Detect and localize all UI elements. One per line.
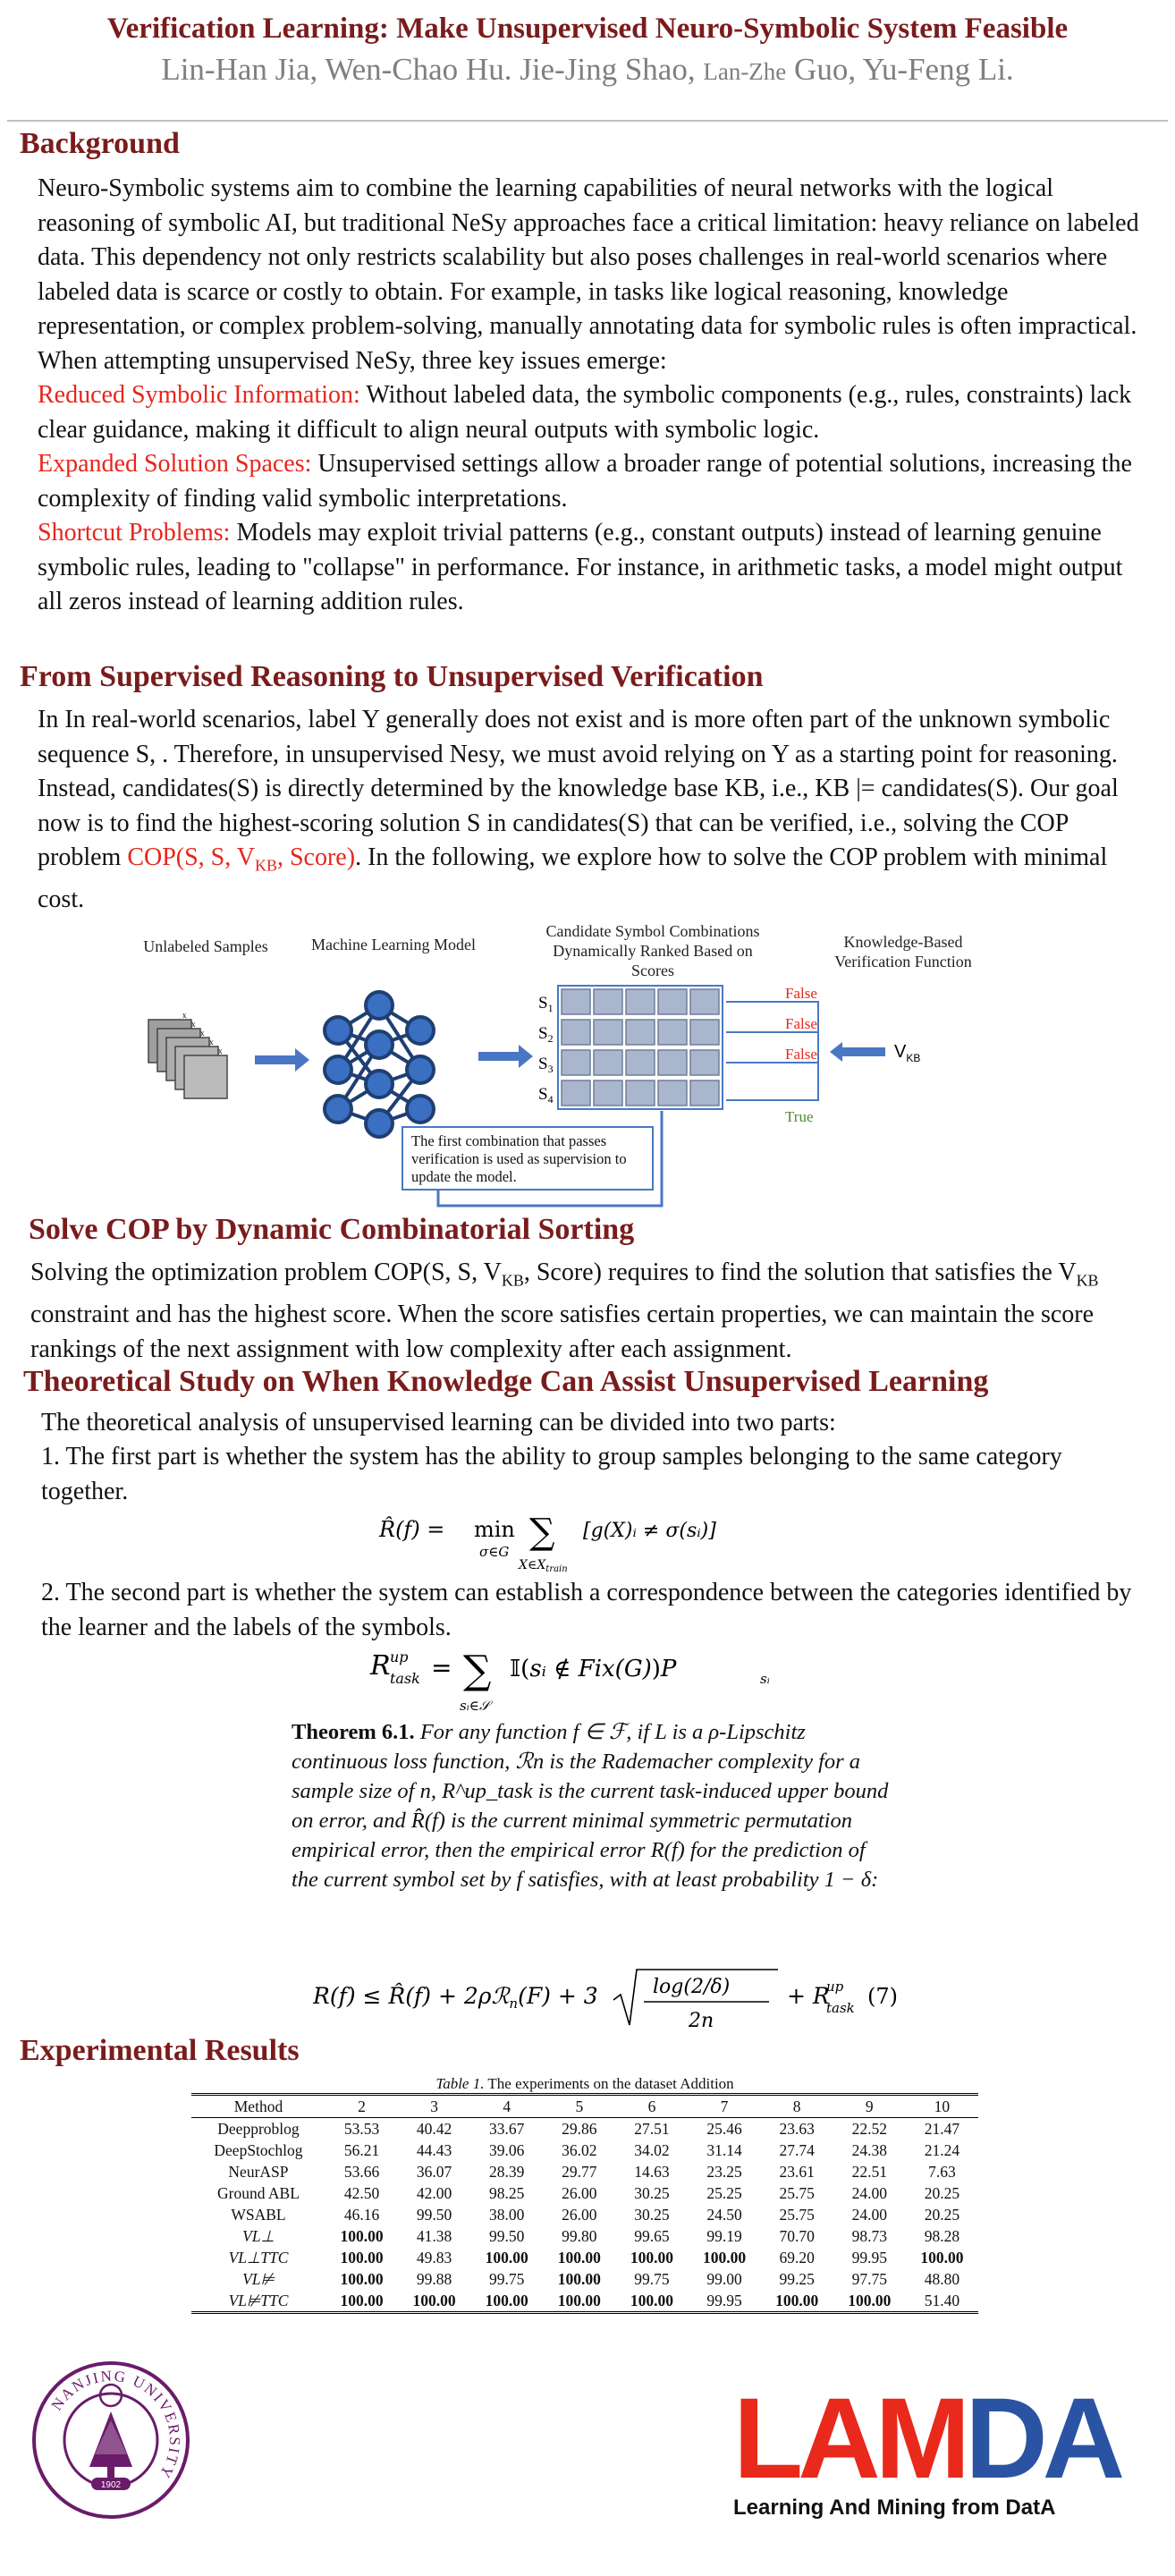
table-cell: 25.46 [706,2119,742,2138]
verification-tail: . In the following, we explore how to solve the COP problem with minimal cost. [38,843,1108,914]
result-label: True [785,1108,814,1125]
background-issues-intro: When attempting unsupervised NeSy, three key issues emerge: [38,346,667,375]
table-cell: 99.19 [706,2226,742,2245]
table-cell: 23.25 [706,2162,742,2181]
row-label: $S_1$ [538,994,554,1014]
svg-text:sᵢ∈𝒮: sᵢ∈𝒮 [460,1698,490,1714]
sample-x-label: x [182,1011,187,1020]
row-label: $S_4$ [538,1085,554,1106]
table-cell: 100.00 [761,2290,833,2313]
table-cell: 99.95 [689,2290,761,2313]
result-label: False [785,985,817,1002]
table-cell: 99.80 [562,2226,597,2245]
svg-text:min: min [474,1517,515,1542]
equation-rup [367,1637,796,1717]
table-cell: 20.25 [924,2183,960,2202]
table-cell: 100.00 [615,2290,688,2313]
verification-heading: From Supervised Reasoning to Unsupervised Verification [20,660,764,693]
verification-text: In In real-world scenarios, label Y generally does not exist and is more often part of the unknown symbolic sequence S, . Therefore, in unsupervised Nesy, we must avoid relying on Y as a starting point for reasoning. Instead, candidates(S) is directly determined by the knowledge base KB, i.e., KB |= candidates(S). Our goal now is to find the highest-scoring solution S in candidates(S) that can be verified, i.e., solving the COP problem [38,706,1119,871]
table-header-row [191,2095,978,2118]
table-cell: 24.00 [851,2183,887,2202]
row-label: $S_2$ [538,1024,554,1045]
column-header: 6 [615,2095,688,2118]
header-divider [7,120,1168,122]
equation-rup-svg [367,1637,796,1717]
equation-rhat-svg [376,1503,787,1574]
table-cell: 100.00 [470,2290,543,2313]
table-cell: 69.20 [779,2248,815,2267]
table-cell: 99.25 [779,2269,815,2288]
authors-part-b: Lan-Zhe [703,58,787,85]
table-cell: 39.06 [489,2140,525,2159]
sample-x-label: x [200,1029,205,1038]
table-cell: 99.50 [489,2226,525,2245]
table-cell: 23.63 [779,2119,815,2138]
neural-nodes [325,992,434,1137]
table-cell: 26.00 [562,2183,597,2202]
table-cell: 100.00 [543,2290,615,2313]
lamda-letter: L [733,2375,799,2503]
arrow-right-icon [255,1048,309,1072]
pipeline-figure [107,921,1073,1216]
table-cell: 27.51 [634,2119,670,2138]
cop-subscript: KB [254,856,277,875]
theory-part2: 2. The second part is whether the system can establish a correspondence between the categories identified by the learner and the labels of the symbols. [41,1579,1132,1641]
method-name: VL⊭ [242,2269,275,2288]
table-cell: 46.16 [343,2205,380,2224]
table-cell: 100.00 [702,2248,747,2267]
table-cell: 97.75 [851,2269,887,2288]
table-cell: 100.00 [340,2248,384,2267]
table-row [191,2268,978,2290]
equation-bound [313,1959,903,2039]
table-cell: 48.80 [924,2269,960,2288]
method-name: VL⊭TTC [191,2290,325,2313]
table-cell: 25.25 [706,2183,742,2202]
background-heading: Background [20,127,180,160]
table-row [191,2225,978,2247]
table-cell: 40.42 [416,2119,452,2138]
experiments-heading: Experimental Results [20,2034,300,2067]
table-cell: 22.52 [851,2119,887,2138]
table-cell: 23.61 [779,2162,815,2181]
table-cell: 100.00 [557,2248,601,2267]
label-unlabeled-samples: Unlabeled Samples [143,937,268,955]
method-name: VL⊥TTC [228,2248,289,2267]
table-cell: 49.83 [416,2248,452,2267]
sample-x-label: x [218,1046,223,1055]
column-header: 10 [906,2095,978,2118]
svg-text:=: = [431,1653,452,1682]
method-name: Ground ABL [217,2183,300,2202]
equation-rhat [376,1503,787,1574]
table-body [191,2118,978,2313]
results-table [191,2093,978,2314]
nju-logo [32,2361,190,2519]
table-cell: 99.95 [851,2248,887,2267]
equation-bound-svg [313,1959,903,2039]
lamda-logo [733,2375,1127,2521]
table-cell: 28.39 [489,2162,525,2181]
table-cell: 36.02 [562,2140,597,2159]
table-cell: 33.67 [489,2119,525,2138]
theorem-block [292,1717,891,1894]
results-table-wrap [191,2093,978,2314]
poster-title: Verification Learning: Make Unsupervised Neuro-Symbolic System Feasible [106,13,1069,45]
cop-subscript: KB [1076,1271,1099,1290]
lamda-letter: D [965,2375,1043,2503]
table-cell: 34.02 [634,2140,670,2159]
table-cell: 100.00 [920,2248,964,2267]
table-cell: 7.63 [928,2162,956,2181]
table-cell: 98.28 [924,2226,960,2245]
column-header-method: Method [191,2095,325,2118]
author-list [0,52,1175,88]
theory-part1: 1. The first part is whether the system has the ability to group samples belonging to the same category together. [41,1443,1062,1505]
table-cell: 38.00 [489,2205,525,2224]
authors-part-a: Lin-Han Jia, Wen-Chao Hu. Jie-Jing Shao, [161,52,696,87]
svg-text:σ∈G: σ∈G [479,1544,510,1560]
method-name: WSABL [231,2205,286,2224]
label-ml-model: Machine Learning Model [311,936,476,953]
cop-expression [127,843,356,875]
svg-text:+ R: + R [787,1983,830,2009]
svg-text:sᵢ: sᵢ [760,1671,770,1687]
table-row [191,2247,978,2268]
method-name: VL⊥ [242,2226,275,2245]
issue-text: Without labeled data, the symbolic components (e.g., rules, constraints) lack clear guidance, making it difficult to align neural outputs with symbolic logic. [38,381,1132,444]
table-cell: 100.00 [325,2290,398,2313]
table-cell: 29.86 [562,2119,597,2138]
table-cell: 21.24 [924,2140,960,2159]
table-cell: 27.74 [779,2140,815,2159]
table-cell: 99.88 [416,2269,452,2288]
svg-text:∑: ∑ [463,1648,492,1693]
table-cell: 30.25 [634,2205,670,2224]
cop-text: Solving the optimization problem COP(S, S, V [30,1258,502,1286]
cop-part: COP(S, S, V [127,843,255,871]
table-cell: 99.65 [634,2226,670,2245]
table-row [191,2118,978,2140]
table-cell: 22.51 [851,2162,887,2181]
issue-shortcut [38,516,1146,620]
table-cell: 44.43 [416,2140,452,2159]
cop-text: , Score) requires to find the solution that satisfies the V [523,1258,1077,1286]
cop-heading: Solve COP by Dynamic Combinatorial Sorting [29,1213,635,1246]
table-cell: 70.70 [779,2226,815,2245]
background-paragraph: Neuro-Symbolic systems aim to combine the learning capabilities of neural networks with the logical reasoning of symbolic AI, but traditional NeSy approaches face a critical limitation: heavy reliance on labeled data. This dependency not only restricts scalability but also poses challenges in real-world scenarios where labeled data is scarce or costly to obtain. For example, in tasks like logical reasoning, knowledge representation, or complex problem-solving, manually annotating data for symbolic rules is often impractical. [38,174,1139,340]
table-cell: 53.53 [343,2119,380,2138]
lamda-letter: A [1042,2375,1120,2503]
cop-body [30,1256,1148,1367]
feedback-note: The first combination that passes verification is used as supervision to update the model. [411,1132,627,1185]
svg-text:X∈Xtrain: $X\in X_{train}$ [519,1558,568,1574]
table-cell: 24.38 [851,2140,887,2159]
theorem-label: Theorem 6.1. [292,1720,415,1744]
lamda-letter: A [798,2375,875,2503]
issue-label: Expanded Solution Spaces: [38,450,312,478]
arrow-right-icon [478,1045,533,1068]
column-header: 7 [689,2095,761,2118]
sample-stack [148,1020,227,1098]
svg-text:R̂(f) =: R̂(f) = [379,1517,445,1542]
table-cell: 56.21 [343,2140,380,2159]
column-header: 3 [398,2095,470,2118]
table-cell: 41.38 [416,2226,452,2245]
caption-label: Table 1. [435,2075,485,2092]
issue-label: Reduced Symbolic Information: [38,381,360,409]
column-header: 8 [761,2095,833,2118]
sample-x-label: x [191,1020,196,1029]
cop-subscript: KB [501,1271,524,1290]
arrow-left-icon [830,1042,885,1062]
table-cell: 25.75 [779,2183,815,2202]
nju-seal-icon [32,2361,190,2519]
table-cell: 100.00 [557,2269,601,2288]
issue-reduced-info [38,378,1146,447]
nju-year: 1902 [100,2480,122,2490]
issue-text: Models may exploit trivial patterns (e.g., constant outputs) instead of learning genuine symbolic rules, leading to "collapse" in performance. For instance, in arithmetic tasks, a model might output all zeros instead of learning addition rules. [38,519,1123,615]
result-label: False [785,1015,817,1032]
column-header: 2 [325,2095,398,2118]
table-cell: 31.14 [706,2140,742,2159]
table-cell: 99.50 [416,2205,452,2224]
table-cell: 26.00 [562,2205,597,2224]
table-cell: 24.50 [706,2205,742,2224]
lamda-wordmark [733,2375,1120,2503]
label-candidate-combinations: Candidate Symbol Combinations Dynamically Ranked Based on Scores [545,922,760,979]
issue-label: Shortcut Problems: [38,519,231,547]
nju-seal-text: NANJING UNIVERSITY [47,2367,184,2483]
table-row [191,2161,978,2182]
table-cell: 24.00 [851,2205,887,2224]
table-cell: 100.00 [398,2290,470,2313]
table-cell: 53.66 [343,2162,380,2181]
table-cell: 25.75 [779,2205,815,2224]
table-row [191,2290,978,2313]
svg-text:task: task [390,1670,420,1687]
table-row [191,2182,978,2204]
method-name: DeepStochlog [214,2140,303,2159]
table-cell: 100.00 [340,2269,384,2288]
method-name: NeurASP [228,2162,289,2181]
candidate-grid [562,989,719,1106]
table-cell: 100.00 [340,2226,384,2245]
svg-text:∑: ∑ [529,1512,555,1553]
table-cell: 36.07 [416,2162,452,2181]
issue-text: Unsupervised settings allow a broader range of potential solutions, increasing the complexity of finding valid symbolic interpretations. [38,450,1132,513]
svg-text:up: up [826,1979,844,1995]
table-cell: 99.75 [634,2269,670,2288]
svg-text:[g(X)ᵢ ≠ σ(sᵢ)]: [g(X)ᵢ ≠ σ(sᵢ)] [583,1520,716,1542]
svg-text:R(f) ≤ R̂(f) + 2ρℛn(F) + 3: R(f) ≤ R̂(f) + 2ρℛ$_n$(F) + 3 [313,1983,598,2012]
background-body [38,172,1146,620]
svg-text:R: R [370,1650,391,1682]
table-cell: 42.00 [416,2183,452,2202]
table-cell: 29.77 [562,2162,597,2181]
table-cell: 42.50 [343,2183,380,2202]
table-cell: 99.00 [706,2269,742,2288]
table-cell: 98.73 [851,2226,887,2245]
svg-text:𝕀(sᵢ ∉ Fix(G))P: 𝕀(sᵢ ∉ Fix(G))P [510,1656,677,1682]
column-header: 9 [833,2095,906,2118]
column-header: 4 [470,2095,543,2118]
table-cell: 98.25 [489,2183,525,2202]
caption-text: The experiments on the dataset Addition [484,2075,734,2092]
theory-heading: Theoretical Study on When Knowledge Can Assist Unsupervised Learning [23,1365,989,1398]
cop-part: , Score) [276,843,356,871]
equation-number: (7) [867,1984,898,2009]
verification-body [38,703,1146,918]
label-kb-verification: Knowledge-Based Verification Function [834,933,972,970]
method-name: Deepproblog [217,2119,300,2138]
table-cell: 14.63 [634,2162,670,2181]
table-cell: 99.75 [489,2269,525,2288]
theorem-text: For any function f ∈ ℱ, if L is a ρ-Lipschitz continuous loss function, ℛn is the Rademacher complexity for a sample size of n, R^up_task is the current task-induced upper bound on error, and R̂(f) is the current minimal symmetric permutation empirical error, then the empirical error R(f) for the prediction of the current symbol set by f satisfies, with at least probability 1 − δ: [292,1720,889,1892]
svg-text:2n: 2n [689,2010,714,2032]
table-cell: 21.47 [924,2119,960,2138]
table-row [191,2140,978,2161]
cop-text: constraint and has the highest score. When the score satisfies certain properties, we can maintain the score rankings of the next assignment with low complexity after each assignment. [30,1301,1095,1363]
lamda-subtitle: Learning And Mining from DatA [733,2496,1056,2520]
vkb-label: $V_{KB}$ [894,1042,921,1064]
table-row [191,2204,978,2225]
lamda-letter: M [875,2375,966,2503]
result-label: False [785,1046,817,1063]
svg-text:up: up [390,1648,409,1665]
authors-part-c: Guo, Yu-Feng Li. [794,52,1014,87]
table-cell: 30.25 [634,2183,670,2202]
table-cell: 100.00 [630,2248,673,2267]
theory-intro: The theoretical analysis of unsupervised learning can be divided into two parts: [41,1409,836,1436]
column-header: 5 [543,2095,615,2118]
table-caption [191,2075,978,2093]
issue-expanded-space [38,447,1146,516]
row-label: $S_3$ [538,1055,554,1075]
table-cell: 51.40 [906,2290,978,2313]
sample-x-label: x [209,1038,214,1046]
table-cell: 100.00 [833,2290,906,2313]
table-cell: 100.00 [485,2248,528,2267]
svg-text:log(2/δ): log(2/δ) [653,1976,731,1998]
svg-text:task: task [826,2000,855,2016]
table-cell: 20.25 [924,2205,960,2224]
